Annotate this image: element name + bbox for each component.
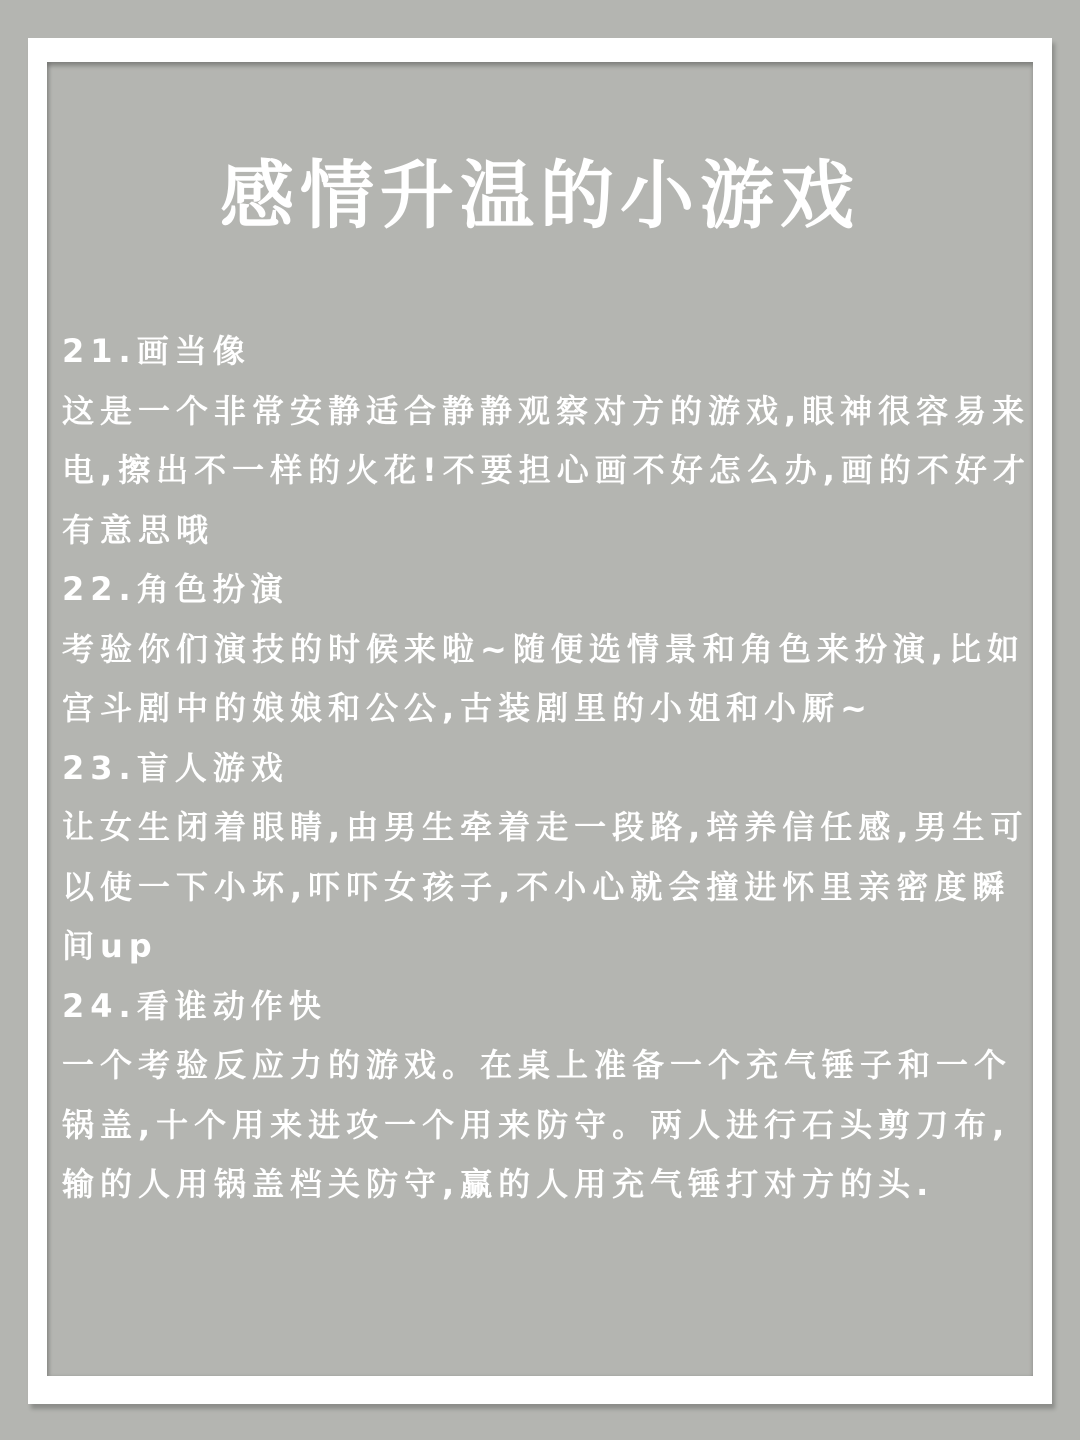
game-description: 让女生闭着眼睛,由男生牵着走一段路,培养信任感,男生可以使一下小坏,吓吓女孩子,不小心就会撞进怀里亲密度瞬间up bbox=[62, 808, 1029, 965]
game-description: 一个考验反应力的游戏。在桌上准备一个充气锤子和一个锅盖,十个用来进攻一个用来防守。两人进行石头剪刀布,输的人用锅盖档关防守,赢的人用充气锤打对方的头. bbox=[62, 1046, 1013, 1203]
game-heading: 23.盲人游戏 bbox=[62, 748, 289, 787]
game-item bbox=[62, 739, 1034, 977]
page-title: 感情升温的小游戏 bbox=[220, 153, 860, 239]
game-item bbox=[62, 322, 1034, 560]
game-description: 这是一个非常安静适合静静观察对方的游戏,眼神很容易来电,擦出不一样的火花!不要担心画不好怎么办,画的不好才有意思哦 bbox=[62, 391, 1031, 549]
game-item bbox=[62, 560, 1034, 739]
game-heading: 22.角色扮演 bbox=[62, 570, 289, 608]
game-description: 考验你们演技的时候来啦~随便选情景和角色来扮演,比如宫斗剧中的娘娘和公公,古装剧里的小姐和小厮~ bbox=[62, 629, 1025, 727]
game-item bbox=[62, 977, 1034, 1215]
game-list bbox=[62, 322, 1034, 1215]
game-heading: 21.画当像 bbox=[62, 332, 251, 370]
game-heading: 24.看谁动作快 bbox=[62, 986, 327, 1025]
